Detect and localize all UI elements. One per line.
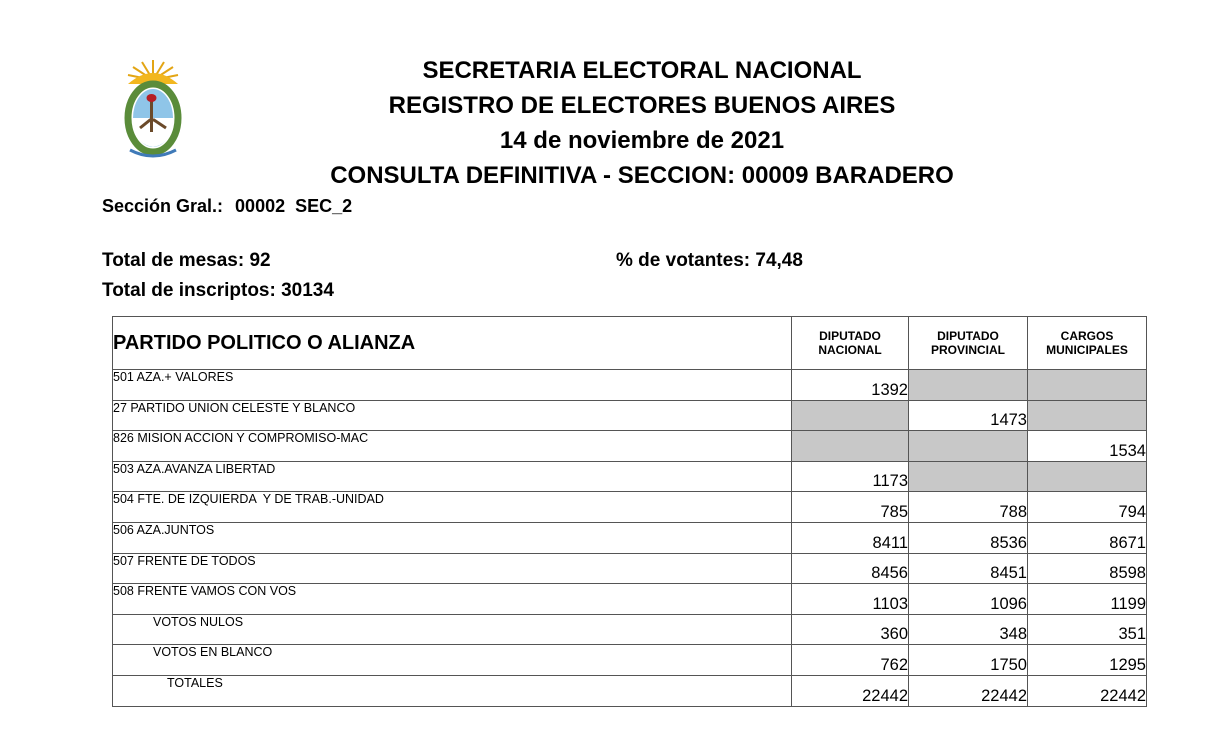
table-row-votos-nulos	[113, 614, 1147, 645]
diputado-nacional-votes: 8411	[792, 522, 909, 553]
diputado-nacional-votes: 762	[792, 645, 909, 676]
cargos-municipales-votes: 794	[1028, 492, 1147, 523]
diputado-provincial-votes: 1750	[909, 645, 1028, 676]
diputado-provincial-votes: 1473	[909, 400, 1028, 431]
diputado-nacional-votes: 1103	[792, 584, 909, 615]
total-inscriptos-label: Total de inscriptos:	[102, 280, 282, 301]
total-mesas-label: Total de mesas:	[102, 250, 250, 271]
diputado-nacional-votes: 1173	[792, 461, 909, 492]
total-mesas	[102, 250, 271, 272]
results-table	[112, 316, 1147, 707]
table-row	[113, 400, 1147, 431]
total-inscriptos-value: 30134	[281, 280, 334, 301]
cargos-municipales-header	[1028, 317, 1147, 370]
header-line-4: CONSULTA DEFINITIVA - SECCION: 00009 BARADERO	[330, 162, 954, 189]
diputado-nacional-header	[792, 317, 909, 370]
cargos-municipales-votes: 1534	[1028, 431, 1147, 462]
header-text: NACIONAL	[818, 343, 882, 357]
not-applicable-cell	[909, 461, 1028, 492]
diputado-nacional-votes: 1392	[792, 370, 909, 401]
diputado-provincial-votes: 8451	[909, 553, 1028, 584]
table-row	[113, 584, 1147, 615]
party-name: 504 FTE. DE IZQUIERDA Y DE TRAB.-UNIDAD	[113, 492, 792, 523]
diputado-nacional-votes: 360	[792, 614, 909, 645]
not-applicable-cell	[792, 431, 909, 462]
party-name: TOTALES	[113, 675, 792, 706]
table-row	[113, 522, 1147, 553]
diputado-nacional-votes: 785	[792, 492, 909, 523]
party-name: 501 AZA.+ VALORES	[113, 370, 792, 401]
total-inscriptos	[102, 280, 334, 302]
seccion-gral-label: Sección Gral.:	[102, 196, 224, 216]
not-applicable-cell	[909, 431, 1028, 462]
table-row	[113, 370, 1147, 401]
diputado-provincial-votes: 8536	[909, 522, 1028, 553]
header-text: DIPUTADO	[937, 329, 999, 343]
diputado-provincial-votes: 22442	[909, 675, 1028, 706]
cargos-municipales-votes: 1295	[1028, 645, 1147, 676]
party-name: 826 MISION ACCION Y COMPROMISO-MAC	[113, 431, 792, 462]
cargos-municipales-votes: 22442	[1028, 675, 1147, 706]
not-applicable-cell	[909, 370, 1028, 401]
party-name: VOTOS NULOS	[113, 614, 792, 645]
seccion-gral	[102, 196, 352, 217]
table-row-votos-en-blanco	[113, 645, 1147, 676]
diputado-nacional-votes: 8456	[792, 553, 909, 584]
header-line-2: REGISTRO DE ELECTORES BUENOS AIRES	[388, 92, 896, 119]
header-text: CARGOS	[1060, 329, 1114, 343]
header-line-1: SECRETARIA ELECTORAL NACIONAL	[422, 57, 862, 84]
total-mesas-value: 92	[249, 250, 271, 271]
diputado-provincial-votes: 348	[909, 614, 1028, 645]
party-name: 503 AZA.AVANZA LIBERTAD	[113, 461, 792, 492]
diputado-nacional-votes: 22442	[792, 675, 909, 706]
porcentaje-votantes-value: 74,48	[755, 250, 803, 271]
table-row-totales	[113, 675, 1147, 706]
document-header	[200, 53, 1084, 193]
cargos-municipales-votes: 8598	[1028, 553, 1147, 584]
porcentaje-votantes	[616, 250, 803, 272]
porcentaje-votantes-label: % de votantes:	[616, 250, 756, 271]
header-text: DIPUTADO	[819, 329, 881, 343]
header-line-3: 14 de noviembre de 2021	[499, 127, 785, 154]
cargos-municipales-votes: 8671	[1028, 522, 1147, 553]
party-column-header: PARTIDO POLITICO O ALIANZA	[113, 317, 792, 370]
diputado-provincial-header	[909, 317, 1028, 370]
party-name: 506 AZA.JUNTOS	[113, 522, 792, 553]
table-header-row	[113, 317, 1147, 370]
cargos-municipales-votes: 1199	[1028, 584, 1147, 615]
party-name: 507 FRENTE DE TODOS	[113, 553, 792, 584]
party-name: 27 PARTIDO UNION CELESTE Y BLANCO	[113, 400, 792, 431]
header-text: MUNICIPALES	[1046, 343, 1128, 357]
diputado-provincial-votes: 788	[909, 492, 1028, 523]
not-applicable-cell	[1028, 461, 1147, 492]
party-name: 508 FRENTE VAMOS CON VOS	[113, 584, 792, 615]
table-row	[113, 431, 1147, 462]
not-applicable-cell	[1028, 400, 1147, 431]
not-applicable-cell	[1028, 370, 1147, 401]
table-row	[113, 461, 1147, 492]
not-applicable-cell	[792, 400, 909, 431]
diputado-provincial-votes: 1096	[909, 584, 1028, 615]
table-row	[113, 553, 1147, 584]
table-row	[113, 492, 1147, 523]
coat-of-arms-emblem	[116, 58, 190, 162]
party-name: VOTOS EN BLANCO	[113, 645, 792, 676]
seccion-gral-value: 00002 SEC_2	[235, 196, 353, 216]
cargos-municipales-votes: 351	[1028, 614, 1147, 645]
header-text: PROVINCIAL	[930, 343, 1005, 357]
